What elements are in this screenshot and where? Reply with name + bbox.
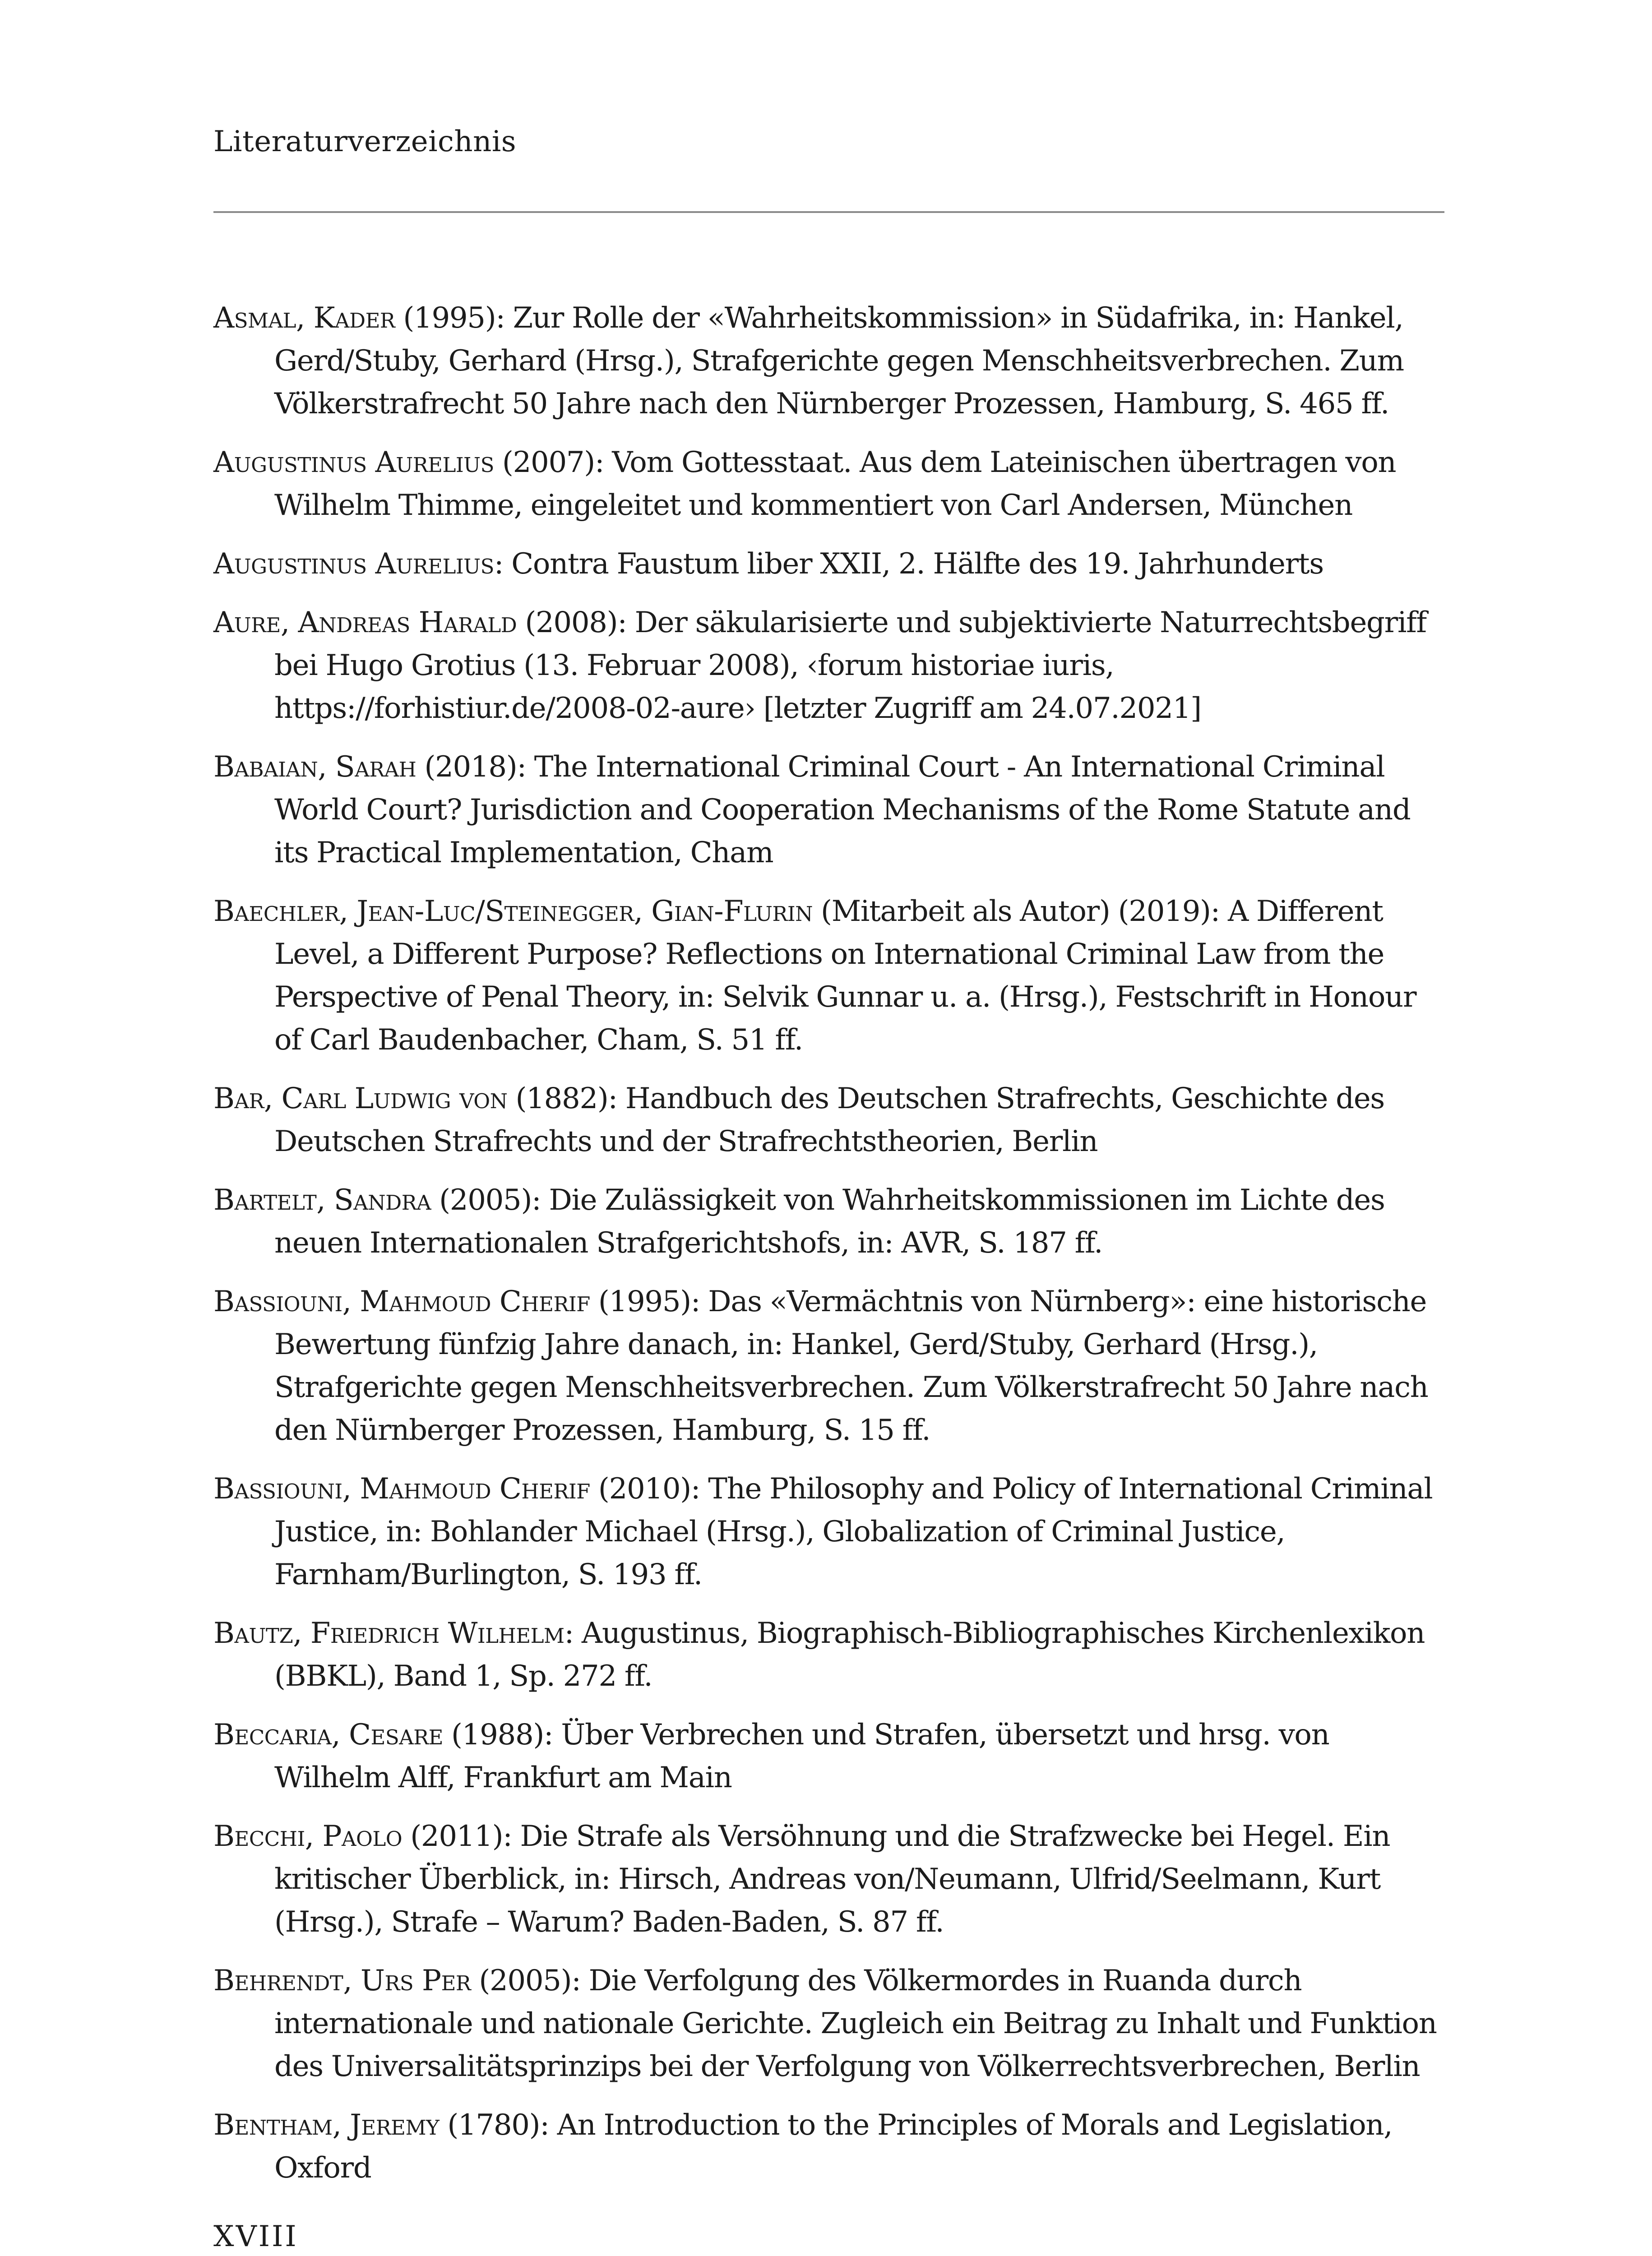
entry-text: : Augustinus, Biographisch-Bibliographisches Kirchenlexikon (BBKL), Band 1, Sp. 272 ff.: [274, 1617, 1425, 1693]
bibliography-entry: [213, 1714, 1444, 1799]
bibliography-entry: [213, 2104, 1444, 2190]
bibliography-entry: [213, 1281, 1444, 1452]
entry-text: (1995): Zur Rolle der «Wahrheitskommission» in Südafrika, in: Hankel, Gerd/Stuby, Gerhard (Hrsg.), Strafgerichte gegen Menschheitsverbrechen. Zum Völkerstrafrecht 50 Jahre nach den Nürnberger Prozessen, Hamburg, S. 465 ff.: [274, 301, 1404, 421]
entry-author: Bautz, Friedrich Wilhelm: [213, 1617, 565, 1650]
bibliography-entry: [213, 1612, 1444, 1698]
entry-author: Babaian, Sarah: [213, 750, 416, 784]
bibliography-entry: [213, 1815, 1444, 1944]
bibliography-entry: [213, 297, 1444, 425]
bibliography-list: [213, 297, 1444, 2205]
bibliography-entry: [213, 543, 1444, 586]
header-divider: [213, 211, 1444, 213]
entry-author: Behrendt, Urs Per: [213, 1964, 471, 1997]
entry-text: (2008): Der säkularisierte und subjektivierte Naturrechtsbegriff bei Hugo Grotius (13. Februar 2008), ‹forum historiae iuris, https://forhistiur.de/2008-02-aure› [letzter Zugriff am 24.07.2021]: [274, 606, 1426, 725]
bibliography-entry: [213, 601, 1444, 730]
entry-author: Becchi, Paolo: [213, 1820, 403, 1853]
entry-text: (2007): Vom Gottesstaat. Aus dem Lateinischen übertragen von Wilhelm Thimme, eingeleitet und kommentiert von Carl Andersen, München: [274, 446, 1396, 522]
bibliography-entry: [213, 1468, 1444, 1596]
entry-author: Beccaria, Cesare: [213, 1718, 443, 1752]
entry-author: Bar, Carl Ludwig von: [213, 1082, 508, 1115]
entry-author: Baechler, Jean-Luc/Steinegger, Gian-Flurin: [213, 895, 813, 928]
entry-text: (1995): Das «Vermächtnis von Nürnberg»: eine historische Bewertung fünfzig Jahre danach, in: Hankel, Gerd/Stuby, Gerhard (Hrsg.), Strafgerichte gegen Menschheitsverbrechen. Zum Völkerstrafrecht 50 Jahre nach den Nürnberger Prozessen, Hamburg, S. 15 ff.: [274, 1285, 1428, 1447]
running-header: Literaturverzeichnis: [213, 125, 517, 158]
bibliography-entry: [213, 1179, 1444, 1265]
bibliography-entry: [213, 1077, 1444, 1163]
entry-author: Aure, Andreas Harald: [213, 606, 517, 639]
bibliography-entry: [213, 1960, 1444, 2088]
bibliography-entry: [213, 441, 1444, 527]
bibliography-entry: [213, 890, 1444, 1062]
entry-author: Bartelt, Sandra: [213, 1183, 431, 1217]
entry-author: Bentham, Jeremy: [213, 2108, 440, 2142]
entry-author: Asmal, Kader: [213, 301, 395, 335]
entry-text: (1780): An Introduction to the Principles of Morals and Legislation, Oxford: [274, 2108, 1393, 2185]
entry-text: (2010): The Philosophy and Policy of International Criminal Justice, in: Bohlander Michael (Hrsg.), Globalization of Criminal Justice, Farnham/Burlington, S. 193 ff.: [274, 1472, 1433, 1591]
entry-author: Bassiouni, Mahmoud Cherif: [213, 1285, 590, 1318]
entry-text: (Mitarbeit als Autor) (2019): A Different Level, a Different Purpose? Reflections on International Criminal Law from the Perspective of Penal Theory, in: Selvik Gunnar u. a. (Hrsg.), Festschrift in Honour of Carl Baudenbacher, Cham, S. 51 ff.: [274, 895, 1416, 1057]
bibliography-entry: [213, 746, 1444, 874]
entry-text: : Contra Faustum liber XXII, 2. Hälfte des 19. Jahrhunderts: [494, 547, 1323, 581]
page-number: XVIII: [213, 2220, 298, 2253]
entry-text: (2018): The International Criminal Court - An International Criminal World Court? Jurisdiction and Cooperation Mechanisms of the Rome Statute and its Practical Implementation, Cham: [274, 750, 1411, 869]
entry-text: (1882): Handbuch des Deutschen Strafrechts, Geschichte des Deutschen Strafrechts und der Strafrechtstheorien, Berlin: [274, 1082, 1384, 1158]
entry-text: (1988): Über Verbrechen und Strafen, übersetzt und hrsg. von Wilhelm Alff, Frankfurt am Main: [274, 1718, 1329, 1794]
entry-author: Bassiouni, Mahmoud Cherif: [213, 1472, 590, 1506]
entry-text: (2005): Die Verfolgung des Völkermordes in Ruanda durch internationale und nationale Gerichte. Zugleich ein Beitrag zu Inhalt und Funktion des Universalitätsprinzips bei der Verfolgung von Völkerrechtsverbrechen, Berlin: [274, 1964, 1437, 2083]
entry-text: (2005): Die Zulässigkeit von Wahrheitskommissionen im Lichte des neuen Internationalen Strafgerichtshofs, in: AVR, S. 187 ff.: [274, 1183, 1385, 1260]
entry-text: (2011): Die Strafe als Versöhnung und die Strafzwecke bei Hegel. Ein kritischer Überblick, in: Hirsch, Andreas von/Neumann, Ulfrid/Seelmann, Kurt (Hrsg.), Strafe – Warum? Baden-Baden, S. 87 ff.: [274, 1820, 1390, 1939]
entry-author: Augustinus Aurelius: [213, 547, 494, 581]
entry-author: Augustinus Aurelius: [213, 446, 494, 479]
